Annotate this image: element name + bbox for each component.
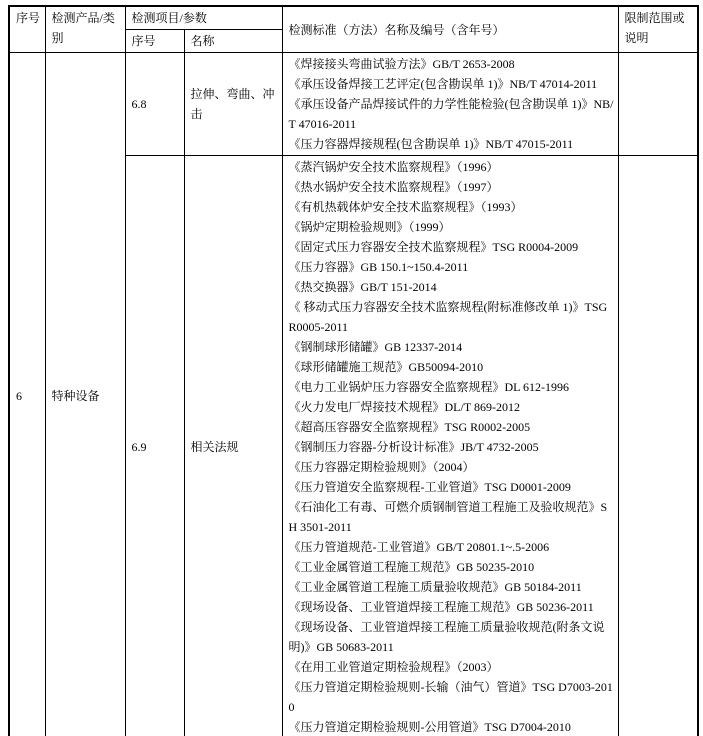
standard-entry: 《工业金属管道工程施工规范》GB 50235-2010 (288, 560, 535, 574)
standard-entry: 《钢制球形储罐》GB 12337-2014 (288, 340, 463, 354)
standard-entry: 《锅炉定期检验规则》（1999） (288, 220, 451, 234)
header-product-category: 检测产品/类别 (45, 6, 125, 53)
standard-entry: 《焊接接头弯曲试验方法》GB/T 2653-2008 (288, 57, 515, 71)
header-limit-scope: 限制范围或说明 (618, 6, 698, 53)
cell-item-name-6-8: 拉伸、弯曲、冲击 (184, 53, 282, 156)
standard-entry: 《石油化工有毒、可燃介质钢制管道工程施工及验收规范》SH 3501-2011 (288, 500, 608, 534)
header-row-1 (9, 6, 698, 30)
standard-entry: 《球形储罐施工规范》GB50094-2010 (288, 360, 484, 374)
standard-entry: 《钢制压力容器-分析设计标准》JB/T 4732-2005 (288, 440, 539, 454)
standard-entry: 《现场设备、工业管道焊接工程施工质量验收规范(附条文说明)》GB 50683-2011 (288, 620, 605, 654)
standard-entry: 《电力工业锅炉压力容器安全监察规程》DL 612-1996 (288, 380, 570, 394)
standard-entry: 《 移动式压力容器安全技术监察规程(附标准修改单 1)》TSG R0005-2011 (288, 300, 608, 334)
standard-entry: 《现场设备、工业管道焊接工程施工规范》GB 50236-2011 (288, 600, 594, 614)
standard-entry: 《工业金属管道工程施工质量验收规范》GB 50184-2011 (288, 580, 582, 594)
cell-limit-6-9 (618, 156, 698, 736)
standard-entry: 《火力发电厂焊接技术规程》DL/T 869-2012 (288, 400, 520, 414)
cell-limit-6-8 (618, 53, 698, 156)
cell-standards-6-9 (282, 156, 618, 736)
inspection-standards-table (8, 5, 699, 736)
standard-entry: 《承压设备焊接工艺评定(包含勘误单 1)》NB/T 47014-2011 (288, 77, 598, 91)
standard-entry: 《压力管道定期检验规则-公用管道》TSG D7004-2010 (288, 720, 571, 734)
standard-entry: 《压力管道规范-工业管道》GB/T 20801.1~.5-2006 (288, 540, 550, 554)
header-item-name: 名称 (184, 30, 282, 53)
cell-serial-6: 6 (9, 53, 45, 736)
standard-entry: 《在用工业管道定期检验规程》（2003） (288, 660, 499, 674)
cell-item-serial-6-9: 6.9 (125, 156, 184, 736)
standard-entry: 《热交换器》GB/T 151-2014 (288, 280, 437, 294)
standard-entry: 《压力容器定期检验规则》（2004） (288, 460, 475, 474)
standard-entry: 《固定式压力容器安全技术监察规程》TSG R0004-2009 (288, 240, 579, 254)
header-standard-name-number: 检测标准（方法）名称及编号（含年号） (282, 6, 618, 53)
header-serial: 序号 (9, 6, 45, 53)
standard-entry: 《压力管道安全监察规程-工业管道》TSG D0001-2009 (288, 480, 571, 494)
table-row-6-8 (9, 53, 698, 156)
cell-item-name-6-9: 相关法规 (184, 156, 282, 736)
cell-standards-6-8 (282, 53, 618, 156)
standard-entry: 《热水锅炉安全技术监察规程》（1997） (288, 180, 499, 194)
header-item-parameter-group: 检测项目/参数 (125, 6, 282, 30)
cell-item-serial-6-8: 6.8 (125, 53, 184, 156)
standard-entry: 《压力容器》GB 150.1~150.4-2011 (288, 260, 469, 274)
standard-entry: 《压力容器焊接规程(包含勘误单 1)》NB/T 47015-2011 (288, 137, 574, 151)
cell-product-special-equipment: 特种设备 (45, 53, 125, 736)
standard-entry: 《超高压容器安全监察规程》TSG R0002-2005 (288, 420, 531, 434)
standard-entry: 《承压设备产品焊接试件的力学性能检验(包含勘误单 1)》NB/T 47016-2011 (288, 97, 614, 131)
standard-entry: 《有机热载体炉安全技术监察规程》（1993） (288, 200, 523, 214)
header-item-serial: 序号 (125, 30, 184, 53)
standard-entry: 《蒸汽锅炉安全技术监察规程》（1996） (288, 160, 499, 174)
standard-entry: 《压力管道定期检验规则-长输（油气）管道》TSG D7003-2010 (288, 680, 613, 714)
